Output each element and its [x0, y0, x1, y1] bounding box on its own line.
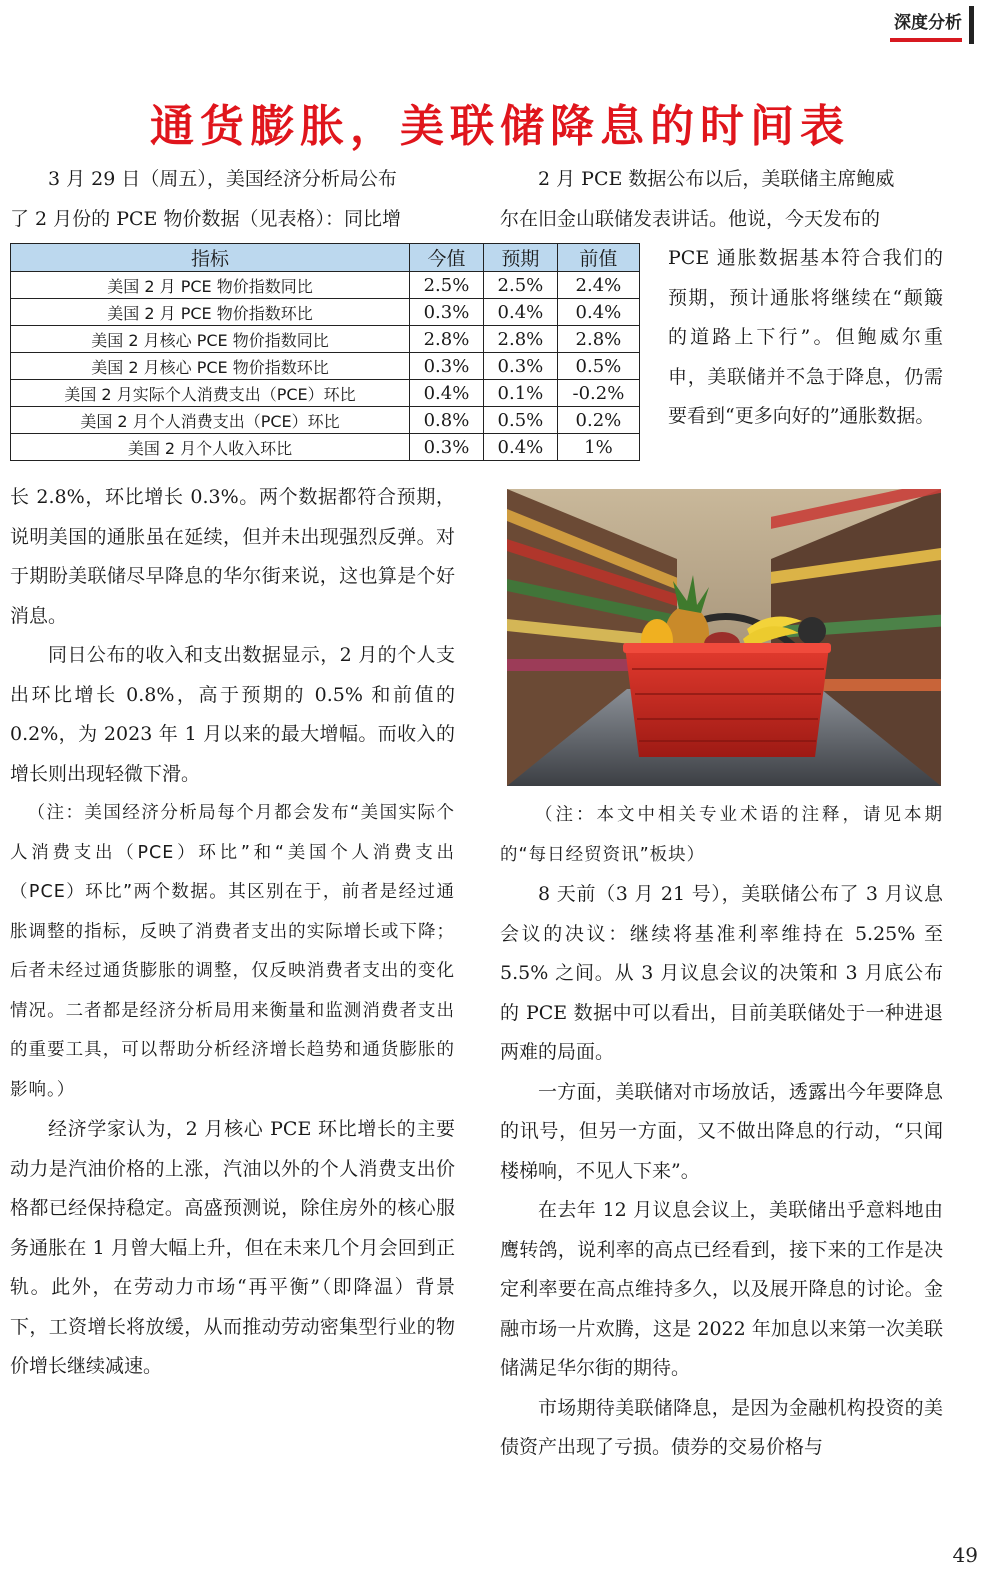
forecast-cell: 0.1%: [483, 380, 557, 407]
left-note: （注：美国经济分析局每个月都会发布“美国实际个人消费支出（PCE）环比”和“美国个人消费支出（PCE）环比”两个数据。其区别在于，前者是经过通胀调整的指标，反映了消费者支出的实际增长或下降；后者未经过通货膨胀的调整，仅反映消费者支出的变化情况。二者都是经济分析局用来衡量和监测消费者支出的重要工具，可以帮助分析经济增长趋势和通货膨胀的影响。）: [10, 803, 455, 1100]
previous-cell: -0.2%: [557, 380, 639, 407]
page-number: 49: [952, 1543, 978, 1567]
left-intro: [10, 160, 455, 239]
section-underline: [890, 38, 962, 42]
previous-cell: 2.4%: [557, 272, 639, 299]
right-paragraph-3: 在去年 12 月议息会议上，美联储出乎意料地由鹰转鸽，说利率的高点已经看到，接下来的工作是决定利率要在高点维持多久，以及展开降息的讨论。金融市场一片欢腾，这是 2022 年加息以来第一次美联储满足华尔街的期待。: [500, 1199, 943, 1379]
section-bar: [969, 6, 974, 44]
header-actual: 今值: [410, 244, 484, 272]
right-narrow-paragraph: PCE 通胀数据基本符合我们的预期，预计通胀将继续在“颠簸的道路上下行”。但鲍威尔重申，美联储并不急于降息，仍需要看到“更多向好的”通胀数据。: [668, 247, 943, 427]
actual-cell: 0.4%: [410, 380, 484, 407]
actual-cell: 2.8%: [410, 326, 484, 353]
previous-cell: 2.8%: [557, 326, 639, 353]
right-note: （注：本文中相关专业术语的注释，请见本期的“每日经贸资讯”板块）: [500, 805, 943, 865]
previous-cell: 0.4%: [557, 299, 639, 326]
table-row: [11, 299, 640, 326]
forecast-cell: 2.5%: [483, 272, 557, 299]
table-row: [11, 326, 640, 353]
previous-cell: 0.5%: [557, 353, 639, 380]
previous-cell: 0.2%: [557, 407, 639, 434]
left-intro-line-1: 3 月 29 日（周五），美国经济分析局公布: [48, 168, 397, 190]
header-forecast: 预期: [483, 244, 557, 272]
previous-cell: 1%: [557, 434, 639, 461]
left-paragraph-1: 长 2.8%，环比增长 0.3%。两个数据都符合预期，说明美国的通胀虽在延续，但并未出现强烈反弹。对于期盼美联储尽早降息的华尔街来说，这也算是个好消息。: [10, 486, 455, 627]
article-title: 通货膨胀，美联储降息的时间表: [150, 101, 850, 152]
left-paragraph-3: 经济学家认为，2 月核心 PCE 环比增长的主要动力是汽油价格的上涨，汽油以外的个人消费支出价格都已经保持稳定。高盛预测说，除住房外的核心服务通胀在 1 月曾大幅上升，但在未来几个月会回到正轨。此外，在劳动力市场“再平衡”（即降温）背景下，工资增长将放缓，从而推动劳动密集型行业的物价增长继续减速。: [10, 1118, 455, 1377]
table-row: [11, 434, 640, 461]
forecast-cell: 2.8%: [483, 326, 557, 353]
actual-cell: 0.3%: [410, 353, 484, 380]
right-paragraph-4: 市场期待美联储降息，是因为金融机构投资的美债资产出现了亏损。债券的交易价格与: [500, 1396, 943, 1458]
left-paragraph-2: 同日公布的收入和支出数据显示，2 月的个人支出环比增长 0.8%，高于预期的 0.5% 和前值的 0.2%，为 2023 年 1 月以来的最大增幅。而收入的增长则出现轻微下滑。: [10, 644, 455, 785]
right-narrow-text: [668, 239, 943, 437]
actual-cell: 2.5%: [410, 272, 484, 299]
right-intro: [500, 160, 943, 239]
left-column: [10, 478, 455, 1387]
header-indicator: 指标: [11, 244, 410, 272]
indicator-cell: 美国 2 月实际个人消费支出（PCE）环比: [11, 380, 410, 407]
forecast-cell: 0.4%: [483, 299, 557, 326]
right-paragraph-2: 一方面，美联储对市场放话，透露出今年要降息的讯号，但另一方面，又不做出降息的行动，“只闻楼梯响，不见人下来”。: [500, 1080, 943, 1182]
header-previous: 前值: [557, 244, 639, 272]
forecast-cell: 0.5%: [483, 407, 557, 434]
actual-cell: 0.8%: [410, 407, 484, 434]
table-row: [11, 272, 640, 299]
right-intro-line-1: 2 月 PCE 数据公布以后，美联储主席鲍威: [538, 168, 895, 190]
actual-cell: 0.3%: [410, 434, 484, 461]
table-header-row: [11, 244, 640, 272]
supermarket-basket-photo: [507, 489, 941, 786]
indicator-cell: 美国 2 月核心 PCE 物价指数环比: [11, 353, 410, 380]
indicator-cell: 美国 2 月个人消费支出（PCE）环比: [11, 407, 410, 434]
right-paragraph-1: 8 天前（3 月 21 号），美联储公布了 3 月议息会议的决议：继续将基准利率维持在 5.25% 至 5.5% 之间。从 3 月议息会议的决策和 3 月底公布的 PCE 数据中可以看出，目前美联储处于一种进退两难的局面。: [500, 883, 943, 1063]
actual-cell: 0.3%: [410, 299, 484, 326]
indicator-cell: 美国 2 月核心 PCE 物价指数同比: [11, 326, 410, 353]
forecast-cell: 0.4%: [483, 434, 557, 461]
indicator-cell: 美国 2 月个人收入环比: [11, 434, 410, 461]
forecast-cell: 0.3%: [483, 353, 557, 380]
right-column: [500, 796, 943, 1468]
table-row: [11, 380, 640, 407]
section-label: 深度分析: [894, 13, 962, 33]
right-intro-line-2: 尔在旧金山联储发表讲话。他说，今天发布的: [500, 207, 881, 230]
left-intro-line-2: 了 2 月份的 PCE 物价数据（见表格）：同比增: [10, 207, 401, 230]
indicator-cell: 美国 2 月 PCE 物价指数同比: [11, 272, 410, 299]
table-row: [11, 407, 640, 434]
indicator-cell: 美国 2 月 PCE 物价指数环比: [11, 299, 410, 326]
pce-data-table: [10, 243, 640, 461]
table-row: [11, 353, 640, 380]
